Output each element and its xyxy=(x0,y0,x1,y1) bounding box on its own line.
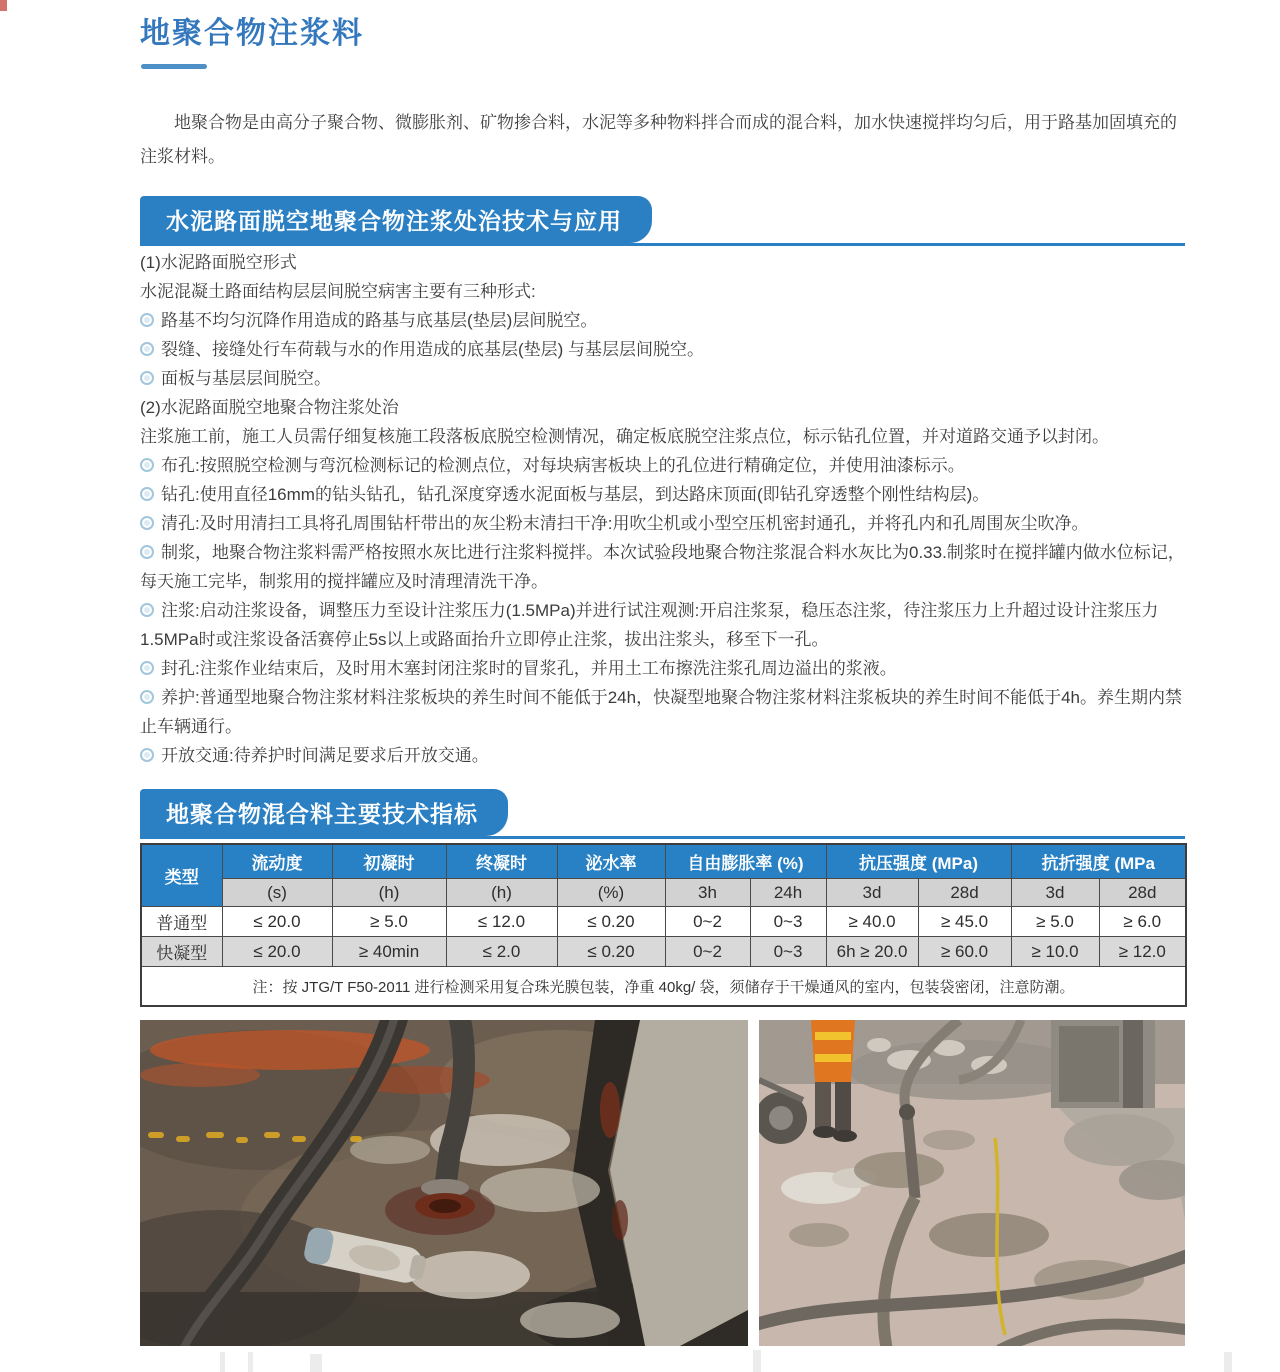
group-header: 抗折强度 (MPa xyxy=(1011,844,1186,879)
cell-value: ≤ 0.20 xyxy=(557,907,665,937)
list-item: 面板与基层层间脱空。 xyxy=(140,364,1188,393)
column-header: 终凝时 xyxy=(446,844,557,879)
spec-table xyxy=(140,843,1187,1007)
scan-artifact xyxy=(220,1352,225,1372)
title-underline xyxy=(141,64,207,69)
paragraph: 注浆施工前，施工人员需仔细复核施工段落板底脱空检测情况，确定板底脱空注浆点位，标示钻孔位置，并对道路交通予以封闭。 xyxy=(140,427,1109,446)
bullet-ring-icon xyxy=(140,661,154,675)
list-item: 开放交通:待养护时间满足要求后开放交通。 xyxy=(140,741,1188,770)
group-header: 自由膨胀率 (%) xyxy=(665,844,826,879)
cell-value: ≤ 12.0 xyxy=(446,907,557,937)
scan-artifact xyxy=(0,0,7,11)
cell-value: ≥ 12.0 xyxy=(1099,937,1186,967)
sub-header: 28d xyxy=(1099,879,1186,907)
cell-value: ≥ 40.0 xyxy=(826,907,918,937)
sub-header: 24h xyxy=(750,879,826,907)
bullet-ring-icon xyxy=(140,371,154,385)
cell-value: ≤ 0.20 xyxy=(557,937,665,967)
sub-header: 28d xyxy=(918,879,1011,907)
paragraph: (2)水泥路面脱空地聚合物注浆处治 xyxy=(140,398,399,417)
sub-header: 3h xyxy=(665,879,750,907)
cell-value: ≤ 2.0 xyxy=(446,937,557,967)
paragraph: 水泥混凝土路面结构层层间脱空病害主要有三种形式: xyxy=(140,282,536,301)
list-item: 布孔:按照脱空检测与弯沉检测标记的检测点位，对每块病害板块上的孔位进行精确定位，并使用油漆标示。 xyxy=(140,451,1188,480)
table-row xyxy=(141,907,1186,937)
sub-header: 3d xyxy=(826,879,918,907)
column-header: 初凝时 xyxy=(332,844,446,879)
unit-label: (%) xyxy=(557,879,665,907)
bullet-ring-icon xyxy=(140,545,154,559)
technique-body xyxy=(140,248,1188,770)
bullet-ring-icon xyxy=(140,342,154,356)
cell-value: ≥ 10.0 xyxy=(1011,937,1099,967)
cell-value: ≥ 60.0 xyxy=(918,937,1011,967)
list-item: 路基不均匀沉降作用造成的路基与底基层(垫层)层间脱空。 xyxy=(140,306,1188,335)
photo-grouting-hole xyxy=(140,1020,748,1346)
section-banner-label: 地聚合物混合料主要技术指标 xyxy=(140,789,508,836)
cell-value: ≥ 5.0 xyxy=(1011,907,1099,937)
sub-header: 3d xyxy=(1011,879,1099,907)
table-note: 注：按 JTG/T F50-2011 进行检测采用复合珠光膜包装，净重 40kg/ 袋，须储存于干燥通风的室内，包装袋密闭，注意防潮。 xyxy=(141,967,1186,1007)
cell-value: ≥ 6.0 xyxy=(1099,907,1186,937)
paragraph: (1)水泥路面脱空形式 xyxy=(140,253,297,272)
cell-value: ≥ 5.0 xyxy=(332,907,446,937)
list-item: 清孔:及时用清扫工具将孔周围钻杆带出的灰尘粉末清扫干净:用吹尘机或小型空压机密封通孔，并将孔内和孔周围灰尘吹净。 xyxy=(140,509,1188,538)
unit-label: (h) xyxy=(332,879,446,907)
scan-artifact xyxy=(310,1354,322,1372)
cell-value: 0~2 xyxy=(665,907,750,937)
table-corner-header: 类型 xyxy=(141,844,222,907)
list-item: 裂缝、接缝处行车荷载与水的作用造成的底基层(垫层) 与基层层间脱空。 xyxy=(140,335,1188,364)
intro-paragraph: 地聚合物是由高分子聚合物、微膨胀剂、矿物掺合料，水泥等多种物料拌合而成的混合料，加水快速搅拌均匀后，用于路基加固填充的注浆材料。 xyxy=(140,113,1177,166)
column-header: 泌水率 xyxy=(557,844,665,879)
bullet-ring-icon xyxy=(140,516,154,530)
bullet-ring-icon xyxy=(140,748,154,762)
section-banner-technique xyxy=(140,196,1185,246)
cell-value: ≤ 20.0 xyxy=(222,907,332,937)
cell-value: 0~2 xyxy=(665,937,750,967)
cell-value: 0~3 xyxy=(750,937,826,967)
scan-artifact xyxy=(753,1350,761,1372)
unit-label: (s) xyxy=(222,879,332,907)
page-title: 地聚合物注浆料 xyxy=(140,17,364,50)
cell-value: ≥ 45.0 xyxy=(918,907,1011,937)
column-header: 流动度 xyxy=(222,844,332,879)
cell-value: ≤ 20.0 xyxy=(222,937,332,967)
bullet-ring-icon xyxy=(140,487,154,501)
unit-label: (h) xyxy=(446,879,557,907)
photo-grouting-site xyxy=(759,1020,1185,1346)
bullet-ring-icon xyxy=(140,313,154,327)
list-item: 养护:普通型地聚合物注浆材料注浆板块的养生时间不能低于24h，快凝型地聚合物注浆材料注浆板块的养生时间不能低于4h。养生期内禁止车辆通行。 xyxy=(140,688,1182,736)
scan-artifact xyxy=(1224,1352,1232,1372)
group-header: 抗压强度 (MPa) xyxy=(826,844,1011,879)
bullet-ring-icon xyxy=(140,458,154,472)
cell-value: 0~3 xyxy=(750,907,826,937)
section-banner-label: 水泥路面脱空地聚合物注浆处治技术与应用 xyxy=(140,196,652,243)
row-label: 快凝型 xyxy=(141,937,222,967)
table-row xyxy=(141,937,1186,967)
list-item: 制浆，地聚合物注浆料需严格按照水灰比进行注浆料搅拌。本次试验段地聚合物注浆混合料水灰比为0.33.制浆时在搅拌罐内做水位标记，每天施工完毕，制浆用的搅拌罐应及时清理清洗干净。 xyxy=(140,543,1185,591)
list-item: 钻孔:使用直径16mm的钻头钻孔，钻孔深度穿透水泥面板与基层，到达路床顶面(即钻孔穿透整个刚性结构层)。 xyxy=(140,480,1188,509)
list-item: 注浆:启动注浆设备，调整压力至设计注浆压力(1.5MPa)并进行试注观测:开启注浆泵，稳压态注浆，待注浆压力上升超过设计注浆压力1.5MPa时或注浆设备活赛停止5s以上或路面抬升立即停止注浆，拔出注浆头，移至下一孔。 xyxy=(140,601,1159,649)
bullet-ring-icon xyxy=(140,603,154,617)
cell-value: 6h ≥ 20.0 xyxy=(826,937,918,967)
cell-value: ≥ 40min xyxy=(332,937,446,967)
row-label: 普通型 xyxy=(141,907,222,937)
scan-artifact xyxy=(248,1352,253,1372)
section-banner-specs xyxy=(140,789,1185,839)
bullet-ring-icon xyxy=(140,690,154,704)
list-item: 封孔:注浆作业结束后，及时用木塞封闭注浆时的冒浆孔，并用土工布擦洗注浆孔周边溢出的浆液。 xyxy=(140,654,1188,683)
